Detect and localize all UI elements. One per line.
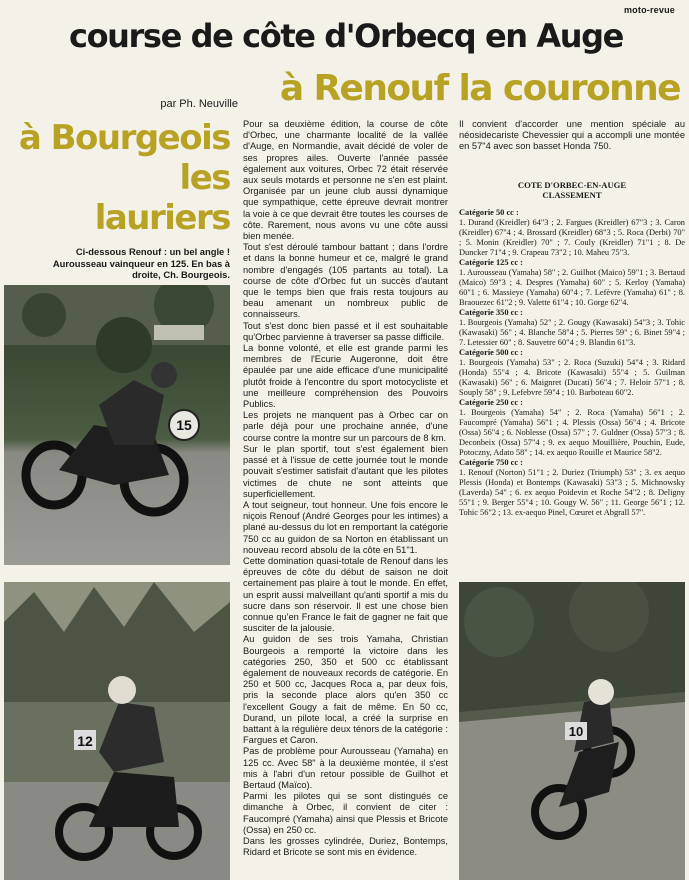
- article-paragraph: Pas de problème pour Aurousseau (Yamaha) en 125 cc. Avec 58" à la deuxième montée, il s'est mis à l'abri d'un retour possible de Guilhot et Bertaud (Maïco).: [243, 746, 448, 790]
- results-title: COTE D'ORBEC-EN-AUGE: [517, 180, 627, 190]
- photo-renouf: [4, 285, 230, 565]
- article-paragraph: Au guidon de ses trois Yamaha, Christian Bourgeois a remporté la victoire dans les catégories 250, 350 et 500 cc établissant également de nouveaux records de catégorie. En 250 et 500 cc, Jacques Roca a, par deux fois, pris la seconde place alors qu'en 350 cc l'excellent Gougy a fait de même. En 50 cc, Durand, un pilote local, a créé la surprise en battant à la régulière deux ténors de la catégorie : Fargues et Caron.: [243, 634, 448, 746]
- headline-main: course de côte d'Orbecq en Auge: [69, 17, 623, 55]
- category-results: 1. Aurousseau (Yamaha) 58" ; 2. Guilhot (Maico) 59"1 ; 3. Bertaud (Maico) 59"3 ; 4. Despres (Yamaha) 60" ; 5. Kerloy (Yamaha) 60"1 ; 6. Massieye (Yamaha) 60"4 ; 7. Lefèvre (Yamaha) 61" ; 8. Braouezec 61"2 ; 9. Valette 61"4 ; 10. Gorge 62"4.: [459, 268, 685, 307]
- article-paragraph: A tout seigneur, tout honneur. Une fois encore le niçois Renouf (André Georges pour les intimes) a plané au-dessus du lot en remportant la catégorie 750 cc au guidon de sa Norton en établissant un nouveau record absolu de la côte en 51"1.: [243, 499, 448, 555]
- article-paragraph: Tout s'est donc bien passé et il est souhaitable qu'Orbec parvienne à traverser sa passe difficile.: [243, 320, 448, 342]
- laurels-line-3: lauriers: [94, 198, 230, 238]
- photo-renouf-drawing: [4, 285, 230, 565]
- category-results: 1. Bourgeois (Yamaha) 53" ; 2. Roca (Suzuki) 54"4 ; 3. Ridard (Honda) 55"4 ; 4. Bricote (Kawasaki) 55"4 ; 5. Guilman (Kawasaki) 56" ; 6. Maignret (Ducati) 56"4 ; 7. Heloir 57"1 ; 8. Souply 58" ; 9. Lefebvre 59"4 ; 10. Barboteau 60"2.: [459, 358, 685, 397]
- race-number: 10: [568, 724, 584, 739]
- magazine-name: moto-revue: [623, 5, 675, 15]
- headline-sub: à Renouf la couronne: [279, 68, 680, 109]
- results-table: [459, 180, 685, 518]
- category-title: Catégorie 500 cc :: [459, 348, 523, 357]
- article-paragraph: Dans les grosses cylindrée, Duriez, Bontemps, Ridard et Bricote se sont mis en évidence.: [243, 836, 448, 858]
- category-title: Catégorie 250 cc :: [459, 398, 523, 407]
- article-paragraph: Cette domination quasi-totale de Renouf dans les épreuves de côte du début de saison ne doit certainement pas plaire à tout le monde. En effet, un esprit aussi malveillant qu'anti sportif a mis du sucre dans son réservoir. Il est une chose bien connue qu'en France le fait de gagner ne fait que susciter de la jalousie.: [243, 555, 448, 634]
- article-paragraph: Parmi les pilotes qui se sont distingués ce dimanche à Orbec, il convient de citer : Faucompré (Yamaha) ainsi que Plessis et Bricote (Ossa) en 250 cc.: [243, 791, 448, 835]
- article-column-3: Il convient d'accorder une mention spéciale au néosidecariste Chevessier qui a accompli une montée en 57"4 avec son basset Honda 750.: [459, 119, 685, 152]
- category-title: Catégorie 350 cc :: [459, 308, 523, 317]
- photo-aurousseau-drawing: [4, 582, 230, 880]
- article-paragraph: Sur le plan sportif, tout s'est également bien passé et à l'issue de cette journée tout le monde pouvait s'estimer satisfait d'autant que les pilotes victimes de chute ne sont atteints que superficiellement.: [243, 443, 448, 499]
- race-number: 12: [77, 733, 93, 749]
- article-paragraph: Tout s'est déroulé tambour battant ; dans l'ordre et dans la bonne humeur et ce, malgré le grand nombre d'engagés (105 partants au total). La course de côte d'Orbec fut un succès d'autant que le temps bien que frais resta toujours au beau amenant un nombreux public de connaisseurs.: [243, 242, 448, 320]
- category-results: 1. Durand (Kreidler) 64"3 ; 2. Fargues (Kreidler) 67"3 ; 3. Caron (Kreidler) 67"4 ; 4. Brossard (Kreidler) 68"3 ; 5. Roca (Derbi) 70" ; 5. Monin (Kreidler) 70" ; 7. Couly (Kreidler) 71"1 ; 8. De Duncker 71"4 ; 9. Crapeau 73"2 ; 10. Maheu 75"3.: [459, 218, 685, 257]
- category-title: Catégorie 50 cc :: [459, 208, 519, 217]
- photo-bourgeois: [459, 582, 685, 880]
- category-results: 1. Bourgeois (Yamaha) 54" ; 2. Roca (Yamaha) 56"1 ; 2. Faucompré (Yamaha) 56"1 ; 4. Plessis (Ossa) 56"4 ; 4. Bricote (Ossa) 56"4 ; 6. Noblesse (Ossa) 57" ; 7. Guldner (Ossa) 57"3 ; 8. Deconbeix (Ossa) 57"4 ; 9. ex aequo Mouillière, Pouchin, Eude, Potoczny, Adato 58" ; 14. ex aequo Rouille et Maurice 58"2.: [459, 408, 685, 457]
- category-results: 1. Renouf (Norton) 51"1 ; 2. Duriez (Triumph) 53" ; 3. ex aequo Plessis (Honda) et Bontemps (Kawasaki) 53"3 ; 5. Michnowsky (Laverda) 54" ; 6. ex aequo Poidevin et Roche 54"2 ; 8. Deligny 55"1 ; 9. Berger 55"4 ; 10. Gougy W. 56" ; 11. George 56"1 ; 12. Tohic 56"2 ; 13. ex-aequo Pinel, Cœuret et Abgrall 57".: [459, 468, 685, 517]
- laurels-line-2: les: [179, 158, 230, 198]
- photo-aurousseau: [4, 582, 230, 880]
- photo-caption: Ci-dessous Renouf : un bel angle ! Aurousseau vainqueur en 125. En bas à droite, Ch. Bourgeois.: [52, 246, 230, 280]
- category-title: Catégorie 750 cc :: [459, 458, 523, 467]
- byline: par Ph. Neuville: [160, 98, 238, 110]
- article-paragraph: Les projets ne manquent pas à Orbec car on parle déjà pour une prochaine année, d'une course contre la montre sur un parcours de 8 km.: [243, 410, 448, 443]
- results-subtitle: CLASSEMENT: [542, 190, 602, 200]
- race-number: 15: [176, 417, 192, 433]
- article-paragraph: La bonne volonté, et elle est grande parmi les membres de l'Ecurie Augeronne, doit être épaulée par une aide efficace d'une municipalité plutôt froide à l'encontre du sport motocycliste et une meilleure compréhension des Pouvoirs Publics.: [243, 343, 448, 410]
- photo-bourgeois-drawing: [459, 582, 685, 880]
- category-title: Catégorie 125 cc :: [459, 258, 523, 267]
- article-paragraph: Pour sa deuxième édition, la course de côte d'Orbec, une charmante localité de la vallée d'Auge, en Normandie, avait décidé de voler de ses propres ailes. Ouverte l'année passée également aux voitures, Orbec 72 était réservée aux seuls motards et personne ne s'en est plaint. Organisée par un jeune club aussi dynamique que sympathique, cette épreuve devrait montrer la voie à ce que devrait être toutes les courses de côte. Rarement, nous avons vu une côte aussi bien menée.: [243, 119, 448, 242]
- category-results: 1. Bourgeois (Yamaha) 52" ; 2. Gougy (Kawasaki) 54"3 ; 3. Tohic (Kawasaki) 56" ; 4. Blanche 58"4 ; 5. Pierres 59" ; 6. Binet 59"4 ; 7. Letessier 60" ; 8. Sauvetre 60"4 ; 9. Blandin 61"3.: [459, 318, 685, 347]
- laurels-line-1: à Bourgeois: [18, 118, 230, 158]
- article-column-2: [243, 119, 448, 879]
